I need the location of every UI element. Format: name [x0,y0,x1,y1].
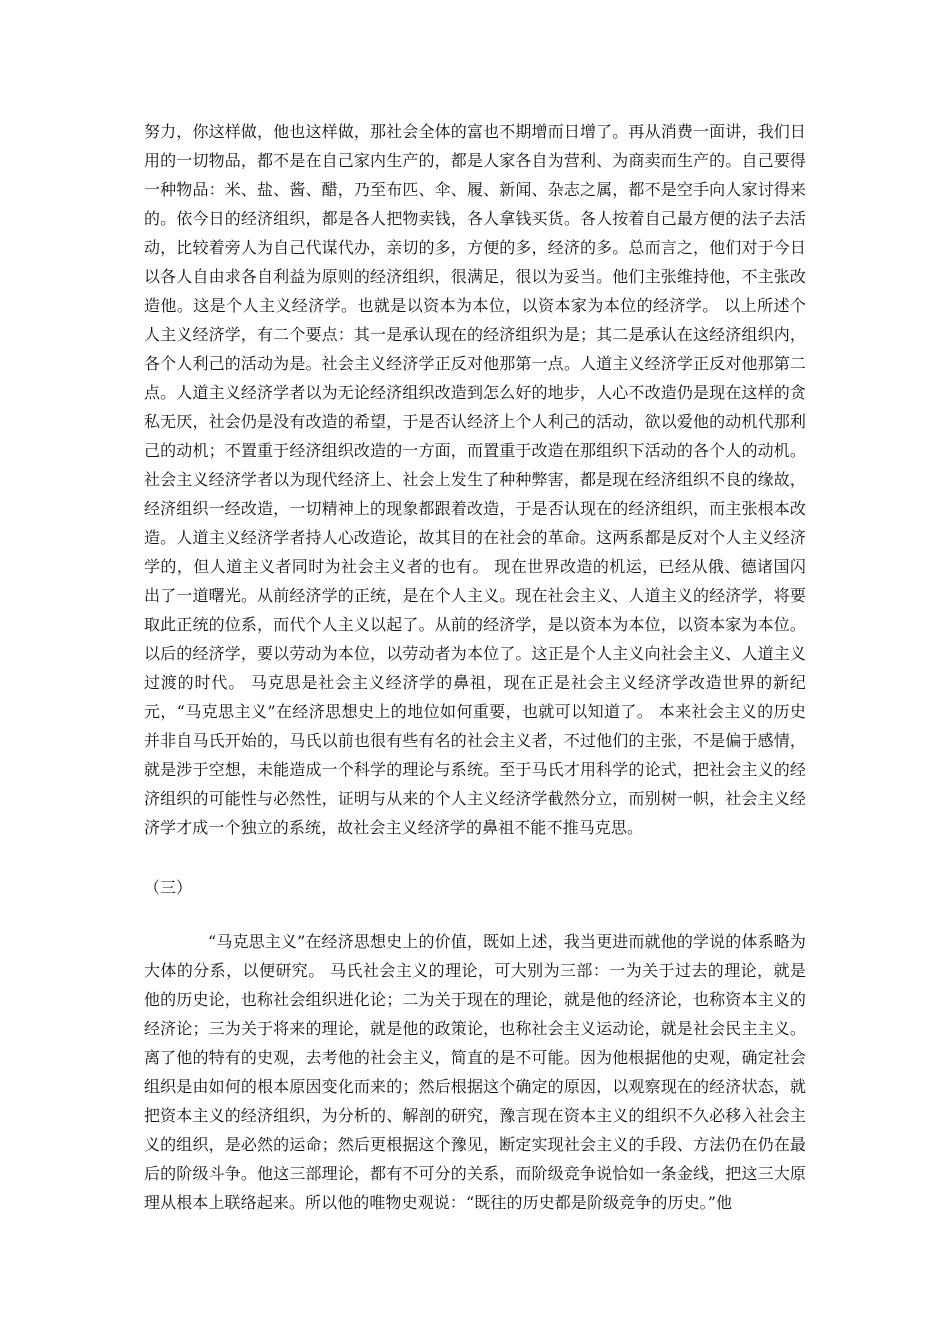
section-heading: （三） [144,878,193,897]
body-paragraph-1: 努力，你这样做，他也这样做，那社会全体的富也不期增而日增了。再从消费一面讲，我们日用的一切物品，都不是在自己家内生产的，都是人家各自为营利、为商卖而生产的。自己要得一种物品：米、盐、酱、醋，乃至布匹、伞、履、新闻、杂志之属，都不是空手向人家讨得来的。依今日的经济组织，都是各人把物卖钱，各人拿钱买货。各人按着自己最方便的法子去活动，比较着旁人为自己代谋代办，亲切的多，方便的多，经济的多。总而言之，他们对于今日以各人自由求各自利益为原则的经济组织，很满足，很以为妥当。他们主张维持他，不主张改造他。这是个人主义经济学。也就是以资本为本位，以资本家为本位的经济学。 以上所述个人主义经济学，有二个要点：其一是承认现在的经济组织为是；其二是承认在这经济组织内，各个人利己的活动为是。社会主义经济学正反对他那第一点。人道主义经济学正反对他那第二点。人道主义经济学者以为无论经济组织改造到怎么好的地步，人心不改造仍是现在这样的贪私无厌，社会仍是没有改造的希望，于是否认经济上个人利己的活动，欲以爱他的动机代那利己的动机；不置重于经济组织改造的一方面，而置重于改造在那组织下活动的各个人的动机。社会主义经济学者以为现代经济上、社会上发生了种种弊害，都是现在经济组织不良的缘故，经济组织一经改造，一切精神上的现象都跟着改造，于是否认现在的经济组织，而主张根本改造。人道主义经济学者持人心改造论，故其目的在社会的革命。这两系都是反对个人主义经济学的，但人道主义者同时为社会主义者的也有。 现在世界改造的机运，已经从俄、德诸国闪出了一道曙光。从前经济学的正统，是在个人主义。现在社会主义、人道主义的经济学，将要取此正统的位系，而代个人主义以起了。从前的经济学，是以资本为本位，以资本家为本位。以后的经济学，要以劳动为本位，以劳动者为本位了。这正是个人主义向社会主义、人道主义过渡的时代。 马克思是社会主义经济学的鼻祖，现在正是社会主义经济学改造世界的新纪元，“马克思主义”在经济思想史上的地位如何重要，也就可以知道了。 本来社会主义的历史并非自马氏开始的，马氏以前也很有些有名的社会主义者，不过他们的主张，不是偏于感情，就是涉于空想，未能造成一个科学的理论与系统。至于马氏才用科学的论式，把社会主义的经济组织的可能性与必然性，证明与从来的个人主义经济学截然分立，而别树一帜，社会主义经济学才成一个独立的系统，故社会主义经济学的鼻祖不能不推马克思。 [144,122,806,837]
body-paragraph-2: “马克思主义”在经济思想史上的价值，既如上述，我当更进而就他的学说的体系略为大体的分系，以便研究。 马氏社会主义的理论，可大别为三部：一为关于过去的理论，就是他的历史论，也称社会组织进化论；二为关于现在的理论，就是他的经济论，也称资本主义的经济论；三为关于将来的理论，就是他的政策论，也称社会主义运动论，就是社会民主主义。离了他的特有的史观，去考他的社会主义，简直的是不可能。因为他根据他的史观，确定社会组织是由如何的根本原因变化而来的；然后根据这个确定的原因，以观察现在的经济状态，就把资本主义的经济组织，为分析的、解剖的研究，豫言现在资本主义的组织不久必移入社会主义的组织，是必然的运命；然后更根据这个豫见，断定实现社会主义的手段、方法仍在仍在最后的阶级斗争。他这三部理论，都有不可分的关系，而阶级竞争说恰如一条金线，把这三大原理从根本上联络起来。所以他的唯物史观说：“既往的历史都是阶级竞争的历史。”他 [144,932,806,1212]
